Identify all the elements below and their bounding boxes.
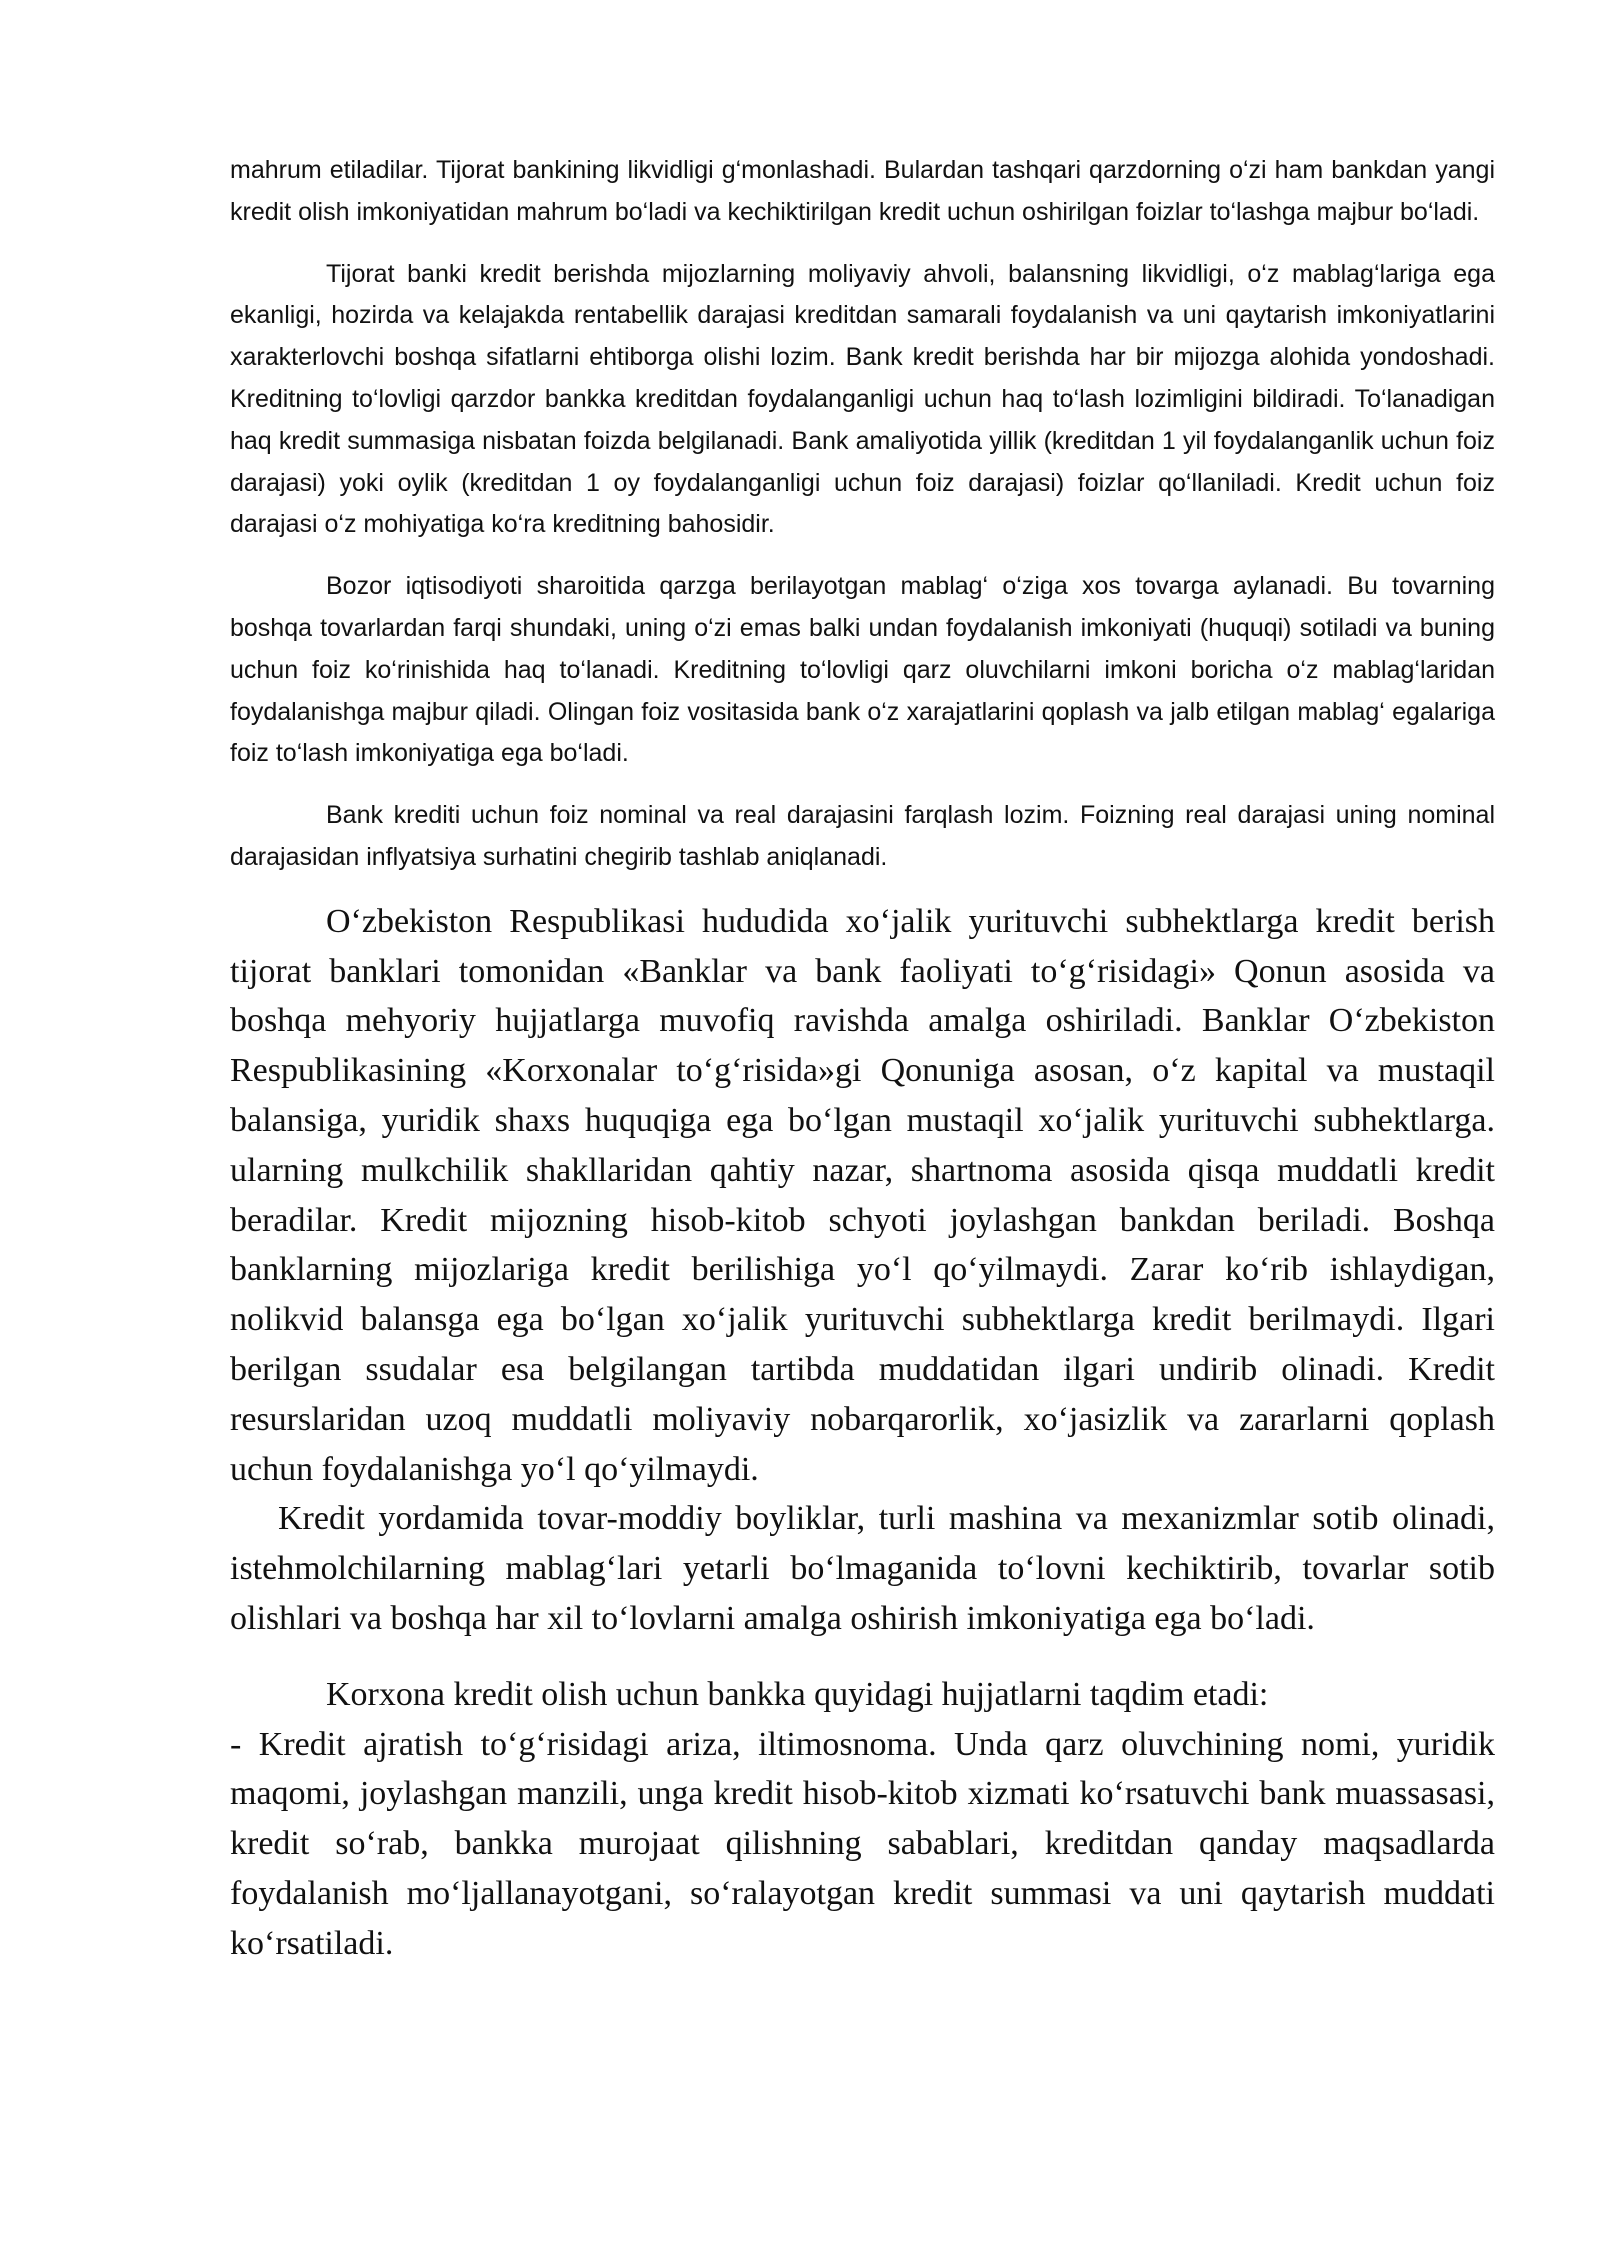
paragraph-2: Tijorat banki kredit berishda mijozlarning moliyaviy ahvoli, balansning likvidligi, o‘z mablag‘lariga ega ekanligi, hozirda va kelajakda rentabellik darajasi kreditdan samarali foydalanish va uni qaytarish imkoniyatlarini xarakterlovchi boshqa sifatlarni ehtiborga olishi lozim. Bank kredit berishda har bir mijozga alohida yondoshadi. Kreditning to‘lovligi qarzdor bankka kreditdan foydalanganligi uchun haq to‘lash lozimligini bildiradi. To‘lanadigan haq kredit summasiga nisbatan foizda belgilanadi. Bank amaliyotida yillik (kreditdan 1 yil foydalanganlik uchun foiz darajasi) yoki oylik (kreditdan 1 oy foydalanganligi uchun foiz darajasi) foizlar qo‘llaniladi. Kredit uchun foiz darajasi o‘z mohiyatiga ko‘ra kreditning bahosidir.	[230, 259, 1495, 539]
paragraph-8: - Kredit ajratish to‘g‘risidagi ariza, iltimosnoma. Unda qarz oluvchining nomi, yuridik maqomi, joylashgan manzili, unga kredit hisob-kitob xizmati ko‘rsatuvchi bank muassasasi, kredit so‘rab, bankka murojaat qilishning sabablari, kreditdan qanday maqsadlarda foydalanish mo‘ljallanayotgani, so‘ralayotgan kredit summasi va uni qaytarish muddati ko‘rsatiladi.	[230, 1725, 1495, 1962]
paragraph-3: Bozor iqtisodiyoti sharoitida qarzga berilayotgan mablag‘ o‘ziga xos tovarga aylanadi. Bu tovarning boshqa tovarlardan farqi shundaki, uning o‘zi emas balki undan foydalanish imkoniyati (huquqi) sotiladi va buning uchun foiz ko‘rinishida haq to‘lanadi. Kreditning to‘lovligi qarz oluvchilarni imkoni boricha o‘z mablag‘laridan foydalanishga majbur qiladi. Olingan foiz vositasida bank o‘z xarajatlarini qoplash va jalb etilgan mablag‘ egalariga foiz to‘lash imkoniyatiga ega bo‘ladi.	[230, 572, 1495, 768]
paragraph-4: Bank krediti uchun foiz nominal va real darajasini farqlash lozim. Foizning real darajasi uning nominal darajasidan inflyatsiya surhatini chegirib tashlab aniqlanadi.	[230, 801, 1495, 871]
paragraph-5: O‘zbekiston Respublikasi hududida xo‘jalik yurituvchi subhektlarga kredit berish tijorat banklari tomonidan «Banklar va bank faoliyati to‘g‘risidagi» Qonun asosida va boshqa mehyoriy hujjatlarga muvofiq ravishda amalga oshiriladi. Banklar O‘zbekiston Respublikasining «Korxonalar to‘g‘risida»gi Qonuniga asosan, o‘z kapital va mustaqil balansiga, yuridik shaxs huquqiga ega bo‘lgan mustaqil xo‘jalik yurituvchi subhektlarga. ularning mulkchilik shakllaridan qahtiy nazar, shartnoma asosida qisqa muddatli kredit beradilar. Kredit mijozning hisob-kitob schyoti joylashgan bankdan beriladi. Boshqa banklarning mijozlariga kredit berilishiga yo‘l qo‘yilmaydi. Zarar ko‘rib ishlaydigan, nolikvid balansga ega bo‘lgan xo‘jalik yurituvchi subhektlarga kredit berilmaydi. Ilgari berilgan ssudalar esa belgilangan tartibda muddatidan ilgari undirib olinadi. Kredit resurslaridan uzoq muddatli moliyaviy nobarqarorlik, xo‘jasizlik va zararlarni qoplash uchun foydalanishga yo‘l qo‘yilmaydi.	[230, 902, 1495, 1488]
paragraph-7: Korxona kredit olish uchun bankka quyidagi hujjatlarni taqdim etadi:	[326, 1675, 1269, 1713]
document-page	[230, 150, 1495, 1968]
paragraph-1: mahrum etiladilar. Tijorat bankining likvidligi g‘monlashadi. Bulardan tashqari qarzdorning o‘zi ham bankdan yangi kredit olish imkoniyatidan mahrum bo‘ladi va kechiktirilgan kredit uchun oshirilgan foizlar to‘lashga majbur bo‘ladi.	[230, 156, 1495, 226]
paragraph-6: Kredit yordamida tovar-moddiy boyliklar, turli mashina va mexanizmlar sotib olinadi, istehmolchilarning mablag‘lari yetarli bo‘lmaganida to‘lovni kechiktirib, tovarlar sotib olishlari va boshqa har xil to‘lovlarni amalga oshirish imkoniyatiga ega bo‘ladi.	[230, 1500, 1495, 1637]
